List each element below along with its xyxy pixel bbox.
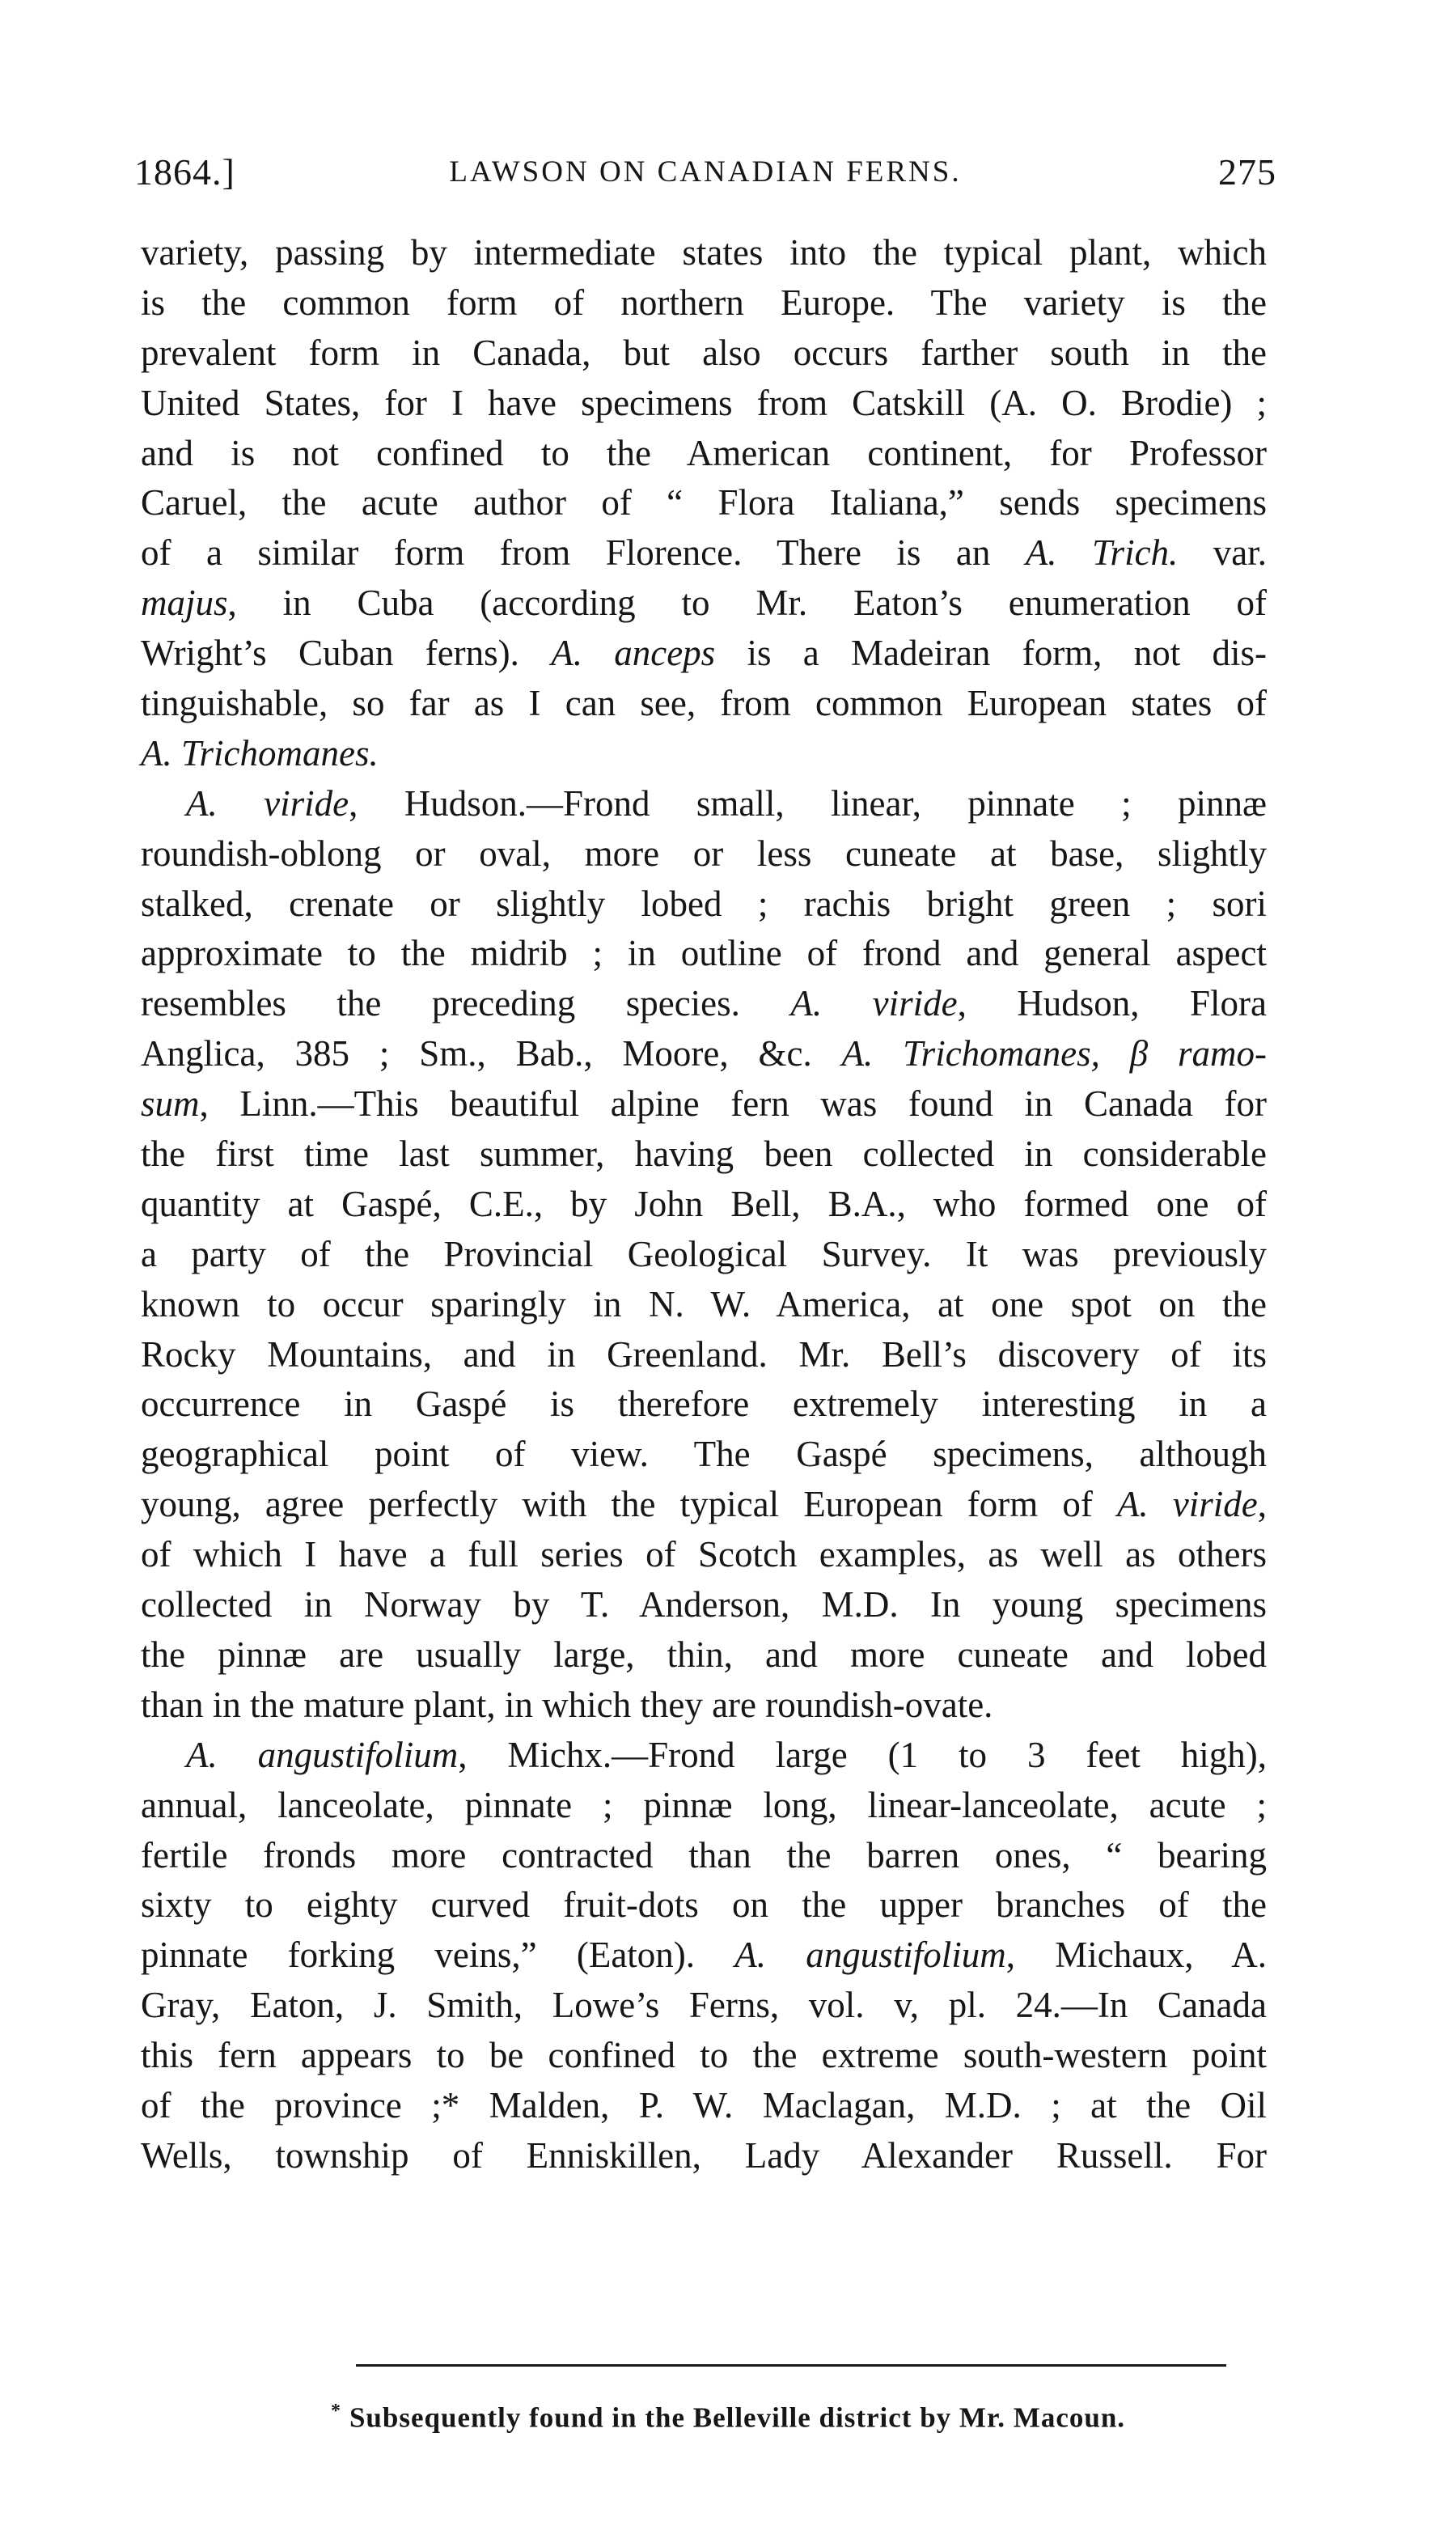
text-line	[141, 2031, 1267, 2081]
text-segment: the first time last summer, having been collected in considerable	[141, 1134, 1267, 1175]
text-line	[141, 629, 1267, 679]
text-segment: quantity at Gaspé, C.E., by John Bell, B.A., who formed one of	[141, 1183, 1267, 1224]
text-segment: , in Cuba (according to Mr. Eaton’s enumeration of	[227, 583, 1267, 624]
italic-text: A. Trich.	[1025, 532, 1179, 574]
text-segment: geographical point of view. The Gaspé specimens, although	[141, 1434, 1267, 1475]
italic-text: sum	[141, 1083, 200, 1125]
footnote-divider	[356, 2364, 1226, 2367]
text-line	[141, 1330, 1267, 1380]
text-segment: tinguishable, so far as I can see, from common European states of	[141, 683, 1267, 724]
text-segment: is the common form of northern Europe. The variety is the	[141, 282, 1267, 323]
text-line	[141, 579, 1267, 629]
text-segment: Gray, Eaton, J. Smith, Lowe’s Ferns, vol. v, pl. 24.—In Canada	[141, 1985, 1267, 2026]
text-line	[141, 328, 1267, 379]
text-segment: Caruel, the acute author of “ Flora Italiana,” sends specimens	[141, 482, 1267, 523]
text-segment: Anglica, 385 ; Sm., Bab., Moore, &c.	[141, 1033, 842, 1074]
text-segment: Rocky Mountains, and in Greenland. Mr. Bell’s discovery of its	[141, 1333, 1267, 1375]
text-line	[141, 1831, 1267, 1881]
text-line	[141, 779, 1267, 829]
text-line	[141, 1380, 1267, 1430]
header-title: LAWSON ON CANADIAN FERNS.	[449, 155, 962, 189]
text-line	[141, 528, 1267, 579]
footnote-text: Subsequently found in the Belleville district by Mr. Macoun.	[349, 2401, 1126, 2434]
text-line	[141, 1280, 1267, 1330]
text-line	[141, 1230, 1267, 1280]
header-year: 1864.]	[134, 151, 235, 193]
text-line	[141, 1580, 1267, 1630]
text-line	[141, 979, 1267, 1029]
page-number: 275	[1218, 151, 1276, 193]
body-text	[141, 228, 1267, 2181]
text-line	[141, 228, 1267, 278]
text-line	[141, 478, 1267, 528]
text-segment: of which I have a full series of Scotch examples, as well as others	[141, 1534, 1267, 1575]
text-line	[141, 429, 1267, 479]
text-segment: sixty to eighty curved fruit-dots on the upper branches of the	[141, 1884, 1267, 1926]
italic-text: A. viride	[1116, 1484, 1258, 1525]
text-line	[141, 1731, 1267, 1781]
text-line	[141, 1180, 1267, 1230]
italic-text: A. anceps	[551, 633, 716, 674]
text-line	[141, 2131, 1267, 2181]
text-segment: , Michx.—Frond large (1 to 3 feet high),	[458, 1734, 1268, 1775]
footnote-marker: *	[330, 2401, 341, 2422]
text-segment: fertile fronds more contracted than the barren ones, “ bearing	[141, 1834, 1267, 1875]
text-line	[141, 679, 1267, 729]
italic-text: A. Trichomanes.	[141, 732, 379, 773]
text-segment: approximate to the midrib ; in outline of frond and general aspect	[141, 933, 1267, 974]
text-segment: young, agree perfectly with the typical European form of	[141, 1484, 1117, 1525]
text-segment: a party of the Provincial Geological Survey. It was previously	[141, 1233, 1267, 1274]
italic-text: A. Trichomanes, β ramo-	[841, 1033, 1267, 1074]
text-segment: ,	[1257, 1484, 1268, 1525]
text-line	[141, 1029, 1267, 1079]
text-segment: stalked, crenate or slightly lobed ; rachis bright green ; sori	[141, 883, 1267, 924]
italic-text: A. angustifolium	[734, 1935, 1006, 1976]
text-segment: known to occur sparingly in N. W. America, at one spot on the	[141, 1283, 1267, 1324]
text-line	[141, 278, 1267, 328]
text-line	[141, 1530, 1267, 1580]
text-segment: United States, for I have specimens from Catskill (A. O. Brodie) ;	[141, 382, 1267, 423]
text-line	[141, 729, 1267, 779]
running-header	[134, 144, 1276, 201]
text-segment: than in the mature plant, in which they are roundish-ovate.	[141, 1684, 993, 1725]
text-segment: variety, passing by intermediate states into the typical plant, which	[141, 232, 1267, 273]
text-segment: , Hudson, Flora	[957, 983, 1267, 1024]
text-segment: , Linn.—This beautiful alpine fern was found in Canada for	[199, 1083, 1267, 1125]
text-line	[141, 2081, 1267, 2131]
text-segment: the pinnæ are usually large, thin, and more cuneate and lobed	[141, 1634, 1267, 1675]
text-line	[141, 1981, 1267, 2031]
text-segment: Wells, township of Enniskillen, Lady Alexander Russell. For	[141, 2134, 1267, 2176]
text-segment: collected in Norway by T. Anderson, M.D. In young specimens	[141, 1584, 1267, 1625]
text-segment: is a Madeiran form, not dis-	[715, 633, 1267, 674]
text-line	[141, 1480, 1267, 1530]
text-segment: , Hudson.—Frond small, linear, pinnate ; pinnæ	[349, 782, 1268, 824]
text-segment: resembles the preceding species.	[141, 983, 791, 1024]
italic-text: A. angustifolium	[186, 1734, 459, 1775]
text-segment: var.	[1178, 532, 1267, 574]
text-line	[141, 879, 1267, 930]
text-segment: pinnate forking veins,” (Eaton).	[141, 1935, 735, 1976]
text-segment: Wright’s Cuban ferns).	[141, 633, 552, 674]
text-segment: roundish-oblong or oval, more or less cuneate at base, slightly	[141, 833, 1267, 874]
text-segment: of a similar form from Florence. There is an	[141, 532, 1026, 574]
text-line	[141, 1680, 1267, 1731]
text-line	[141, 929, 1267, 979]
text-line	[141, 1630, 1267, 1680]
italic-text: A. viride	[186, 782, 349, 824]
italic-text: A. viride	[790, 983, 958, 1024]
text-segment: and is not confined to the American continent, for Professor	[141, 432, 1267, 473]
footnote	[0, 2390, 1456, 2439]
text-line	[141, 1781, 1267, 1831]
text-line	[141, 1880, 1267, 1931]
text-line	[141, 379, 1267, 429]
text-segment: annual, lanceolate, pinnate ; pinnæ long, linear-lanceolate, acute ;	[141, 1784, 1267, 1825]
text-line	[141, 1430, 1267, 1480]
italic-text: majus	[141, 583, 228, 624]
text-segment: prevalent form in Canada, but also occurs farther south in the	[141, 332, 1267, 373]
text-line	[141, 829, 1267, 879]
text-segment: occurrence in Gaspé is therefore extremely interesting in a	[141, 1384, 1267, 1425]
text-line	[141, 1931, 1267, 1981]
text-segment: , Michaux, A.	[1005, 1935, 1267, 1976]
text-line	[141, 1079, 1267, 1130]
text-line	[141, 1130, 1267, 1180]
text-segment: of the province ;* Malden, P. W. Maclagan, M.D. ; at the Oil	[141, 2084, 1267, 2126]
text-segment: this fern appears to be confined to the extreme south-western point	[141, 2035, 1267, 2076]
